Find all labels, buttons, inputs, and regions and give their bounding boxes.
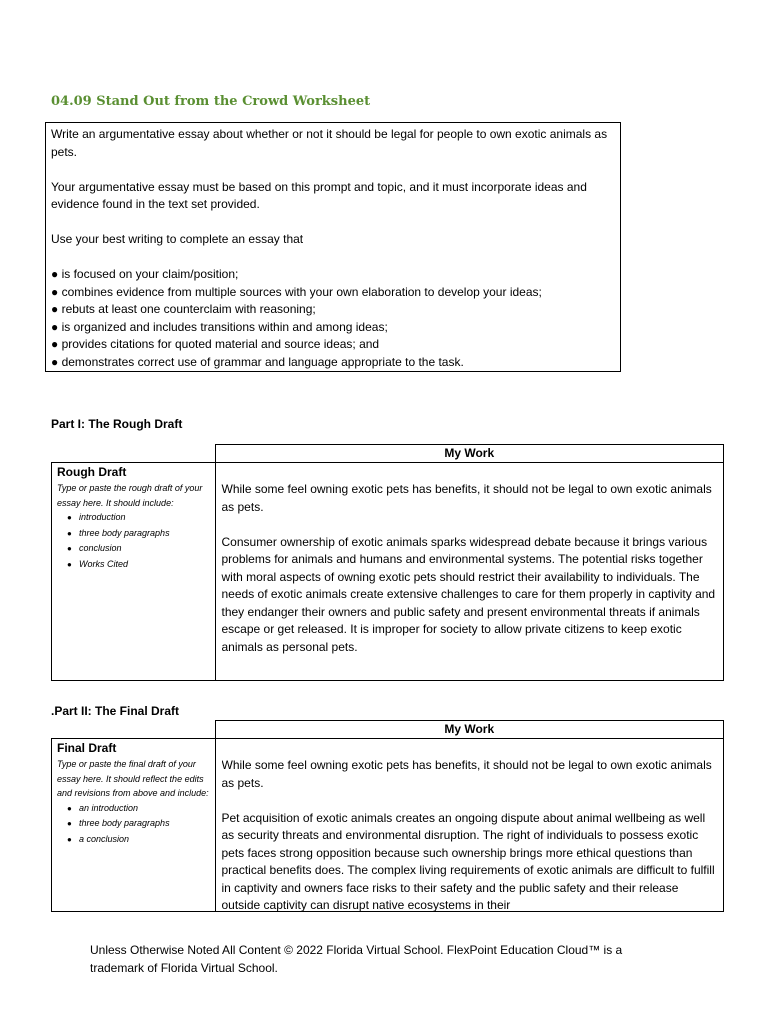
rough-draft-paragraph-1: While some feel owning exotic pets has benefits, it should not be legal to own exotic animals as pets.: [221, 482, 712, 514]
requirement-item: ● rebuts at least one counterclaim with reasoning;: [51, 302, 316, 316]
checklist-item: ● three body paragraphs: [67, 526, 210, 542]
rough-draft-description: Type or paste the rough draft of your essay here. It should include:: [57, 483, 203, 508]
my-work-header: My Work: [215, 721, 724, 739]
checklist-item: ● three body paragraphs: [67, 816, 210, 832]
part2-heading: .Part II: The Final Draft: [51, 704, 180, 718]
prompt-paragraph-3: Use your best writing to complete an essay that: [51, 232, 304, 246]
final-draft-label: Final Draft: [57, 741, 117, 755]
checklist-item: ● introduction: [67, 510, 210, 526]
checklist-item: ● conclusion: [67, 541, 210, 557]
requirement-item: ● is organized and includes transitions within and among ideas;: [51, 319, 388, 334]
requirement-item: ● demonstrates correct use of grammar and language appropriate to the task.: [51, 354, 464, 369]
rough-draft-text-area[interactable]: [215, 463, 724, 681]
final-draft-table: [51, 720, 724, 912]
final-draft-description: Type or paste the final draft of your essay here. It should reflect the edits and revisions from above and include:: [57, 759, 209, 798]
requirement-item: ● is focused on your claim/position;: [51, 267, 239, 281]
final-draft-paragraph-1: While some feel owning exotic pets has benefits, it should not be legal to own exotic animals as pets.: [221, 758, 712, 790]
my-work-header: My Work: [215, 445, 724, 463]
worksheet-title: 04.09 Stand Out from the Crowd Worksheet: [51, 94, 371, 109]
final-draft-text-area[interactable]: [215, 739, 724, 912]
empty-header-cell: [52, 445, 216, 463]
requirement-item: ● provides citations for quoted material and source ideas; and: [51, 337, 380, 351]
rough-draft-paragraph-2: Consumer ownership of exotic animals sparks widespread debate because it brings various problems for animals and humans and environmental systems. The potential risks together with moral aspects of owning exotic pets should restrict their availability to individuals. The needs of exotic animals create extensive challenges to care for them properly in captivity and they endanger their owners and public safety and present environmental threats if animals escape or get released. It is improper for society to allow private citizens to keep exotic animals as personal pets.: [221, 534, 716, 654]
final-draft-instructions: [52, 739, 216, 912]
requirements-list: [51, 266, 615, 371]
rough-draft-label: Rough Draft: [57, 465, 127, 479]
rough-draft-table: [51, 444, 724, 681]
copyright-footer: Unless Otherwise Noted All Content © 2022 Florida Virtual School. FlexPoint Education Cloud™ is a trademark of Florida Virtual School.: [90, 943, 623, 975]
prompt-paragraph-1: Write an argumentative essay about whether or not it should be legal for people to own exotic animals as pets.: [51, 127, 608, 159]
checklist-item: ● Works Cited: [67, 557, 210, 573]
empty-header-cell: [52, 721, 216, 739]
part1-heading: Part I: The Rough Draft: [51, 417, 183, 431]
rough-draft-checklist: [57, 510, 210, 572]
final-draft-checklist: [57, 801, 210, 848]
requirement-item: ● combines evidence from multiple sources with your own elaboration to develop your ideas;: [51, 284, 542, 299]
prompt-box: [45, 122, 621, 372]
prompt-paragraph-2: Your argumentative essay must be based on this prompt and topic, and it must incorporate ideas and evidence found in the text set provided.: [51, 179, 587, 211]
checklist-item: ● a conclusion: [67, 832, 210, 848]
rough-draft-instructions: [52, 463, 216, 681]
final-draft-paragraph-2: Pet acquisition of exotic animals creates an ongoing dispute about animal wellbeing as well as security threats and environmental disruption. The right of individuals to possess exotic pets faces strong opposition because such ownership brings more ethical questions than practical benefits does. The complex living requirements of exotic animals are difficult to fulfill in captivity and owners face risks to their safety and the public safety and their release outside captivity can disrupt native ecosystems in their: [221, 810, 715, 911]
checklist-item: ● an introduction: [67, 801, 210, 817]
